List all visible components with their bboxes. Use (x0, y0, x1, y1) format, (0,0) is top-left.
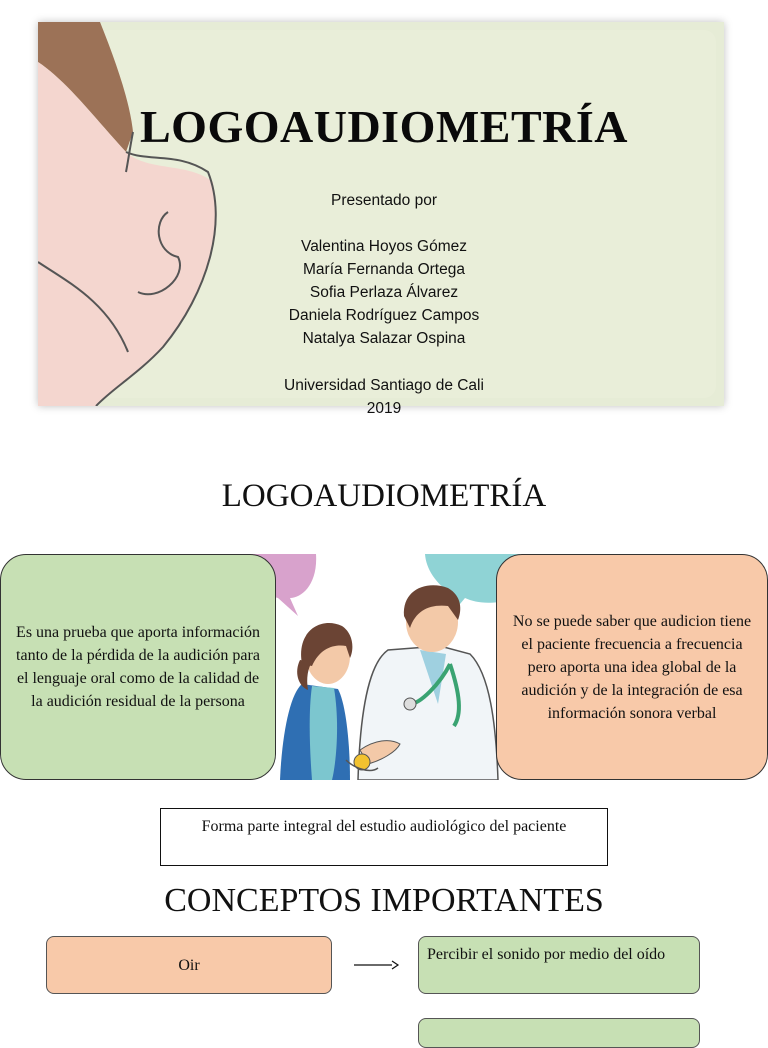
author-4: Daniela Rodríguez Campos (288, 307, 480, 324)
slide1-title: LOGOAUDIOMETRÍA (140, 101, 628, 152)
slide2-title: LOGOAUDIOMETRÍA (221, 478, 547, 514)
integral-note: Forma parte integral del estudio audiológico del paciente (160, 808, 608, 866)
concept-term: Oir (178, 956, 200, 974)
ear-illustration (38, 22, 238, 406)
doctor-patient-illustration (250, 554, 520, 780)
concept-term-box (46, 936, 332, 994)
author-5: Natalya Salazar Ospina (302, 330, 466, 347)
presented-by-label: Presentado por (331, 192, 437, 209)
year: 2019 (366, 400, 402, 417)
concept-definition-box (418, 936, 700, 994)
next-concept-box (418, 1018, 700, 1048)
author-3: Sofia Perlaza Álvarez (309, 284, 459, 301)
limitation-text: No se puede saber que audicion tiene el paciente frecuencia a frecuencia pero aporta una idea global de la audición y de la integración de esa información sonora verbal (512, 612, 752, 722)
university-name: Universidad Santiago de Cali (284, 377, 484, 394)
right-arrow-icon (352, 958, 400, 972)
limitation-box (496, 554, 768, 780)
author-1: Valentina Hoyos Gómez (301, 238, 467, 255)
author-2: María Fernanda Ortega (303, 261, 465, 278)
definition-box (0, 554, 276, 780)
slide3-title: CONCEPTOS IMPORTANTES (164, 882, 604, 919)
concept-definition: Percibir el sonido por medio del oído (427, 946, 666, 963)
title-slide (38, 22, 724, 406)
definition-text: Es una prueba que aporta información tanto de la pérdida de la audición para el lenguaje oral como de la calidad de la audición residual de la persona (16, 624, 260, 710)
